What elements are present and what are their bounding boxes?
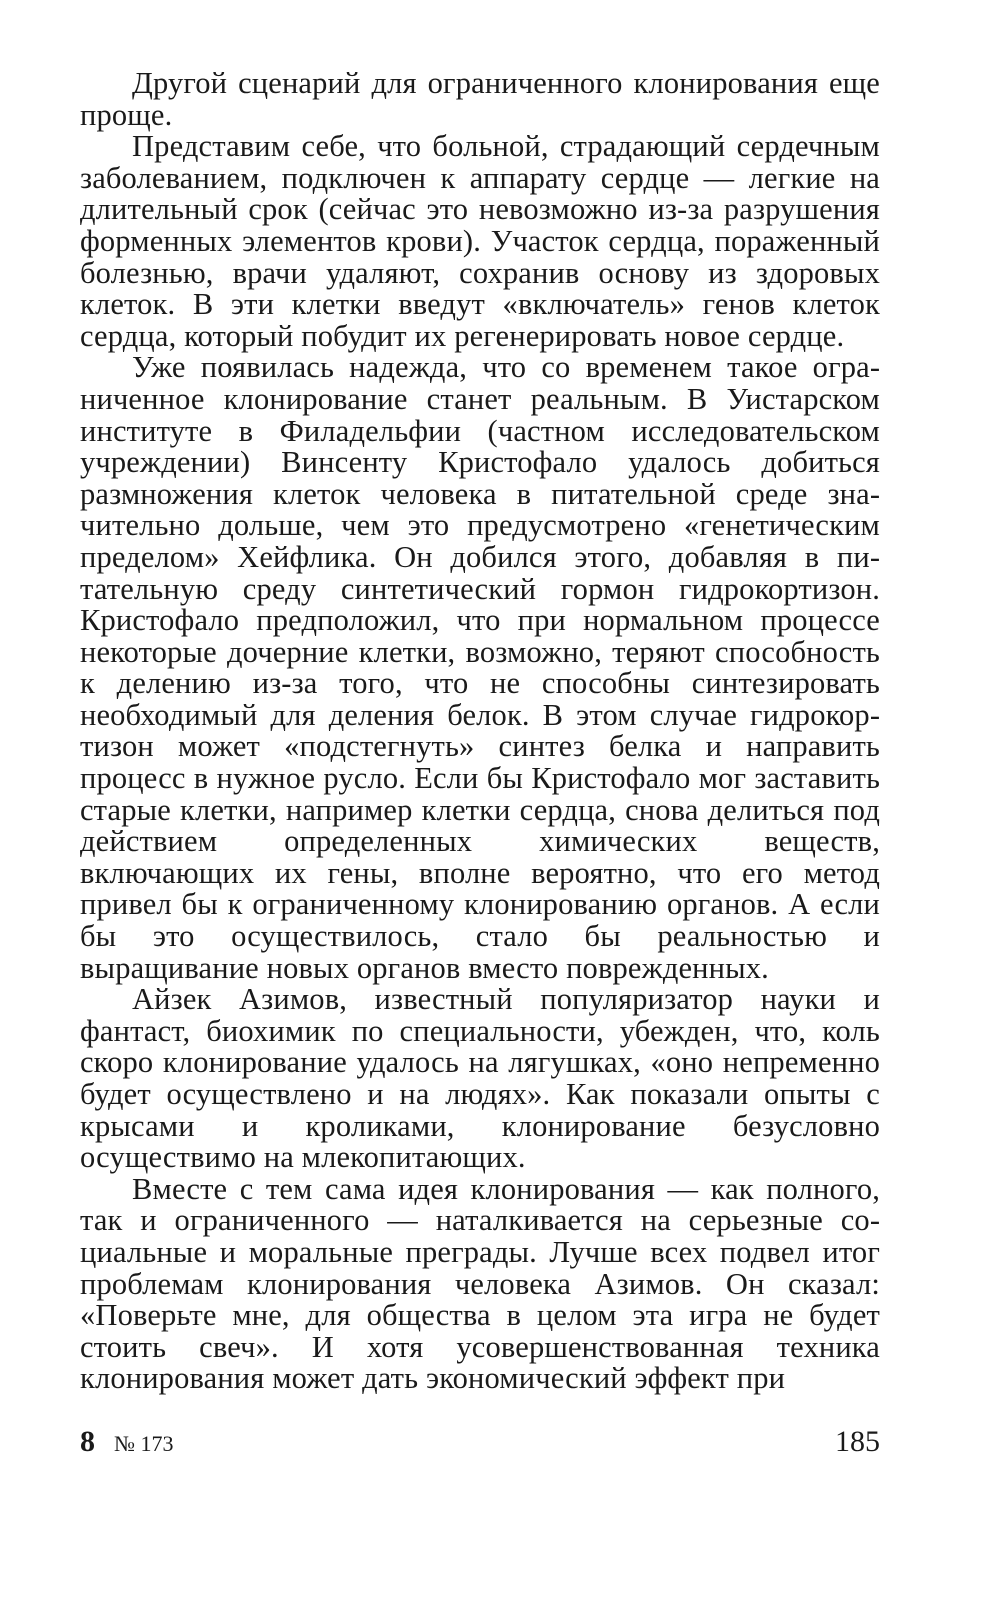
page-number: 185 <box>835 1425 880 1458</box>
signature-number: № 173 <box>114 1431 174 1456</box>
paragraph-5: Вместе с тем сама идея клонирования — как полного, так и ограниченного — наталкивается на серьезные социальные и моральные преграды. Лучше всех подвел итог проблемам клонирования человека Азимов. Он сказал: «Поверьте мне, для общества в целом эта игра не будет стоить свеч». И хотя усовершенствованная техника клонирования может дать экономический эффект при <box>80 1171 880 1396</box>
paragraph-3: Уже появилась надежда, что со временем такое ограниченное клонирование станет реальным. В Уистарском институте в Филадельфии (частном исследовательском учреждении) Винсенту Кристофало удалось добиться размножения клеток человека в питательной среде значительно дольше, чем это предусмотрено «генетическим пределом» Хейфлика. Он добился этого, добавляя в питательную среду синтетический гормон гидрокортизон. Кристофало предположил, что при нормальном процессе некоторые дочерние клетки, возможно, теряют способность к делению из-за того, что не способны синтезировать необходимый для деления белок. В этом случае гидрокортизон может «подстегнуть» синтез белка и направить процесс в нужное русло. Если бы Кристофало мог заставить старые клетки, например клетки сердца, снова делиться под действием определенных химических веществ, включающих их гены, вполне вероятно, что его метод привел бы к ограниченному клонированию органов. А если бы это осуществилось, стало бы реальностью и выращивание новых органов вместо поврежденных. <box>80 350 880 985</box>
paragraph-2: Представим себе, что больной, страдающий сердечным заболеванием, подключен к аппарату сердце — легкие на длительный срок (сейчас это невозможно из-за разрушения форменных элементов крови). Участок сердца, пораженный болезнью, врачи удаляют, сохранив основу из здоровых клеток. В эти клетки введут «включатель» генов клеток сердца, который побудит их регенерировать новое сердце. <box>80 129 880 353</box>
paragraph-1: Другой сценарий для ограниченного клонирования еще проще. <box>80 66 880 132</box>
page-body <box>80 68 880 1395</box>
paragraph-4: Айзек Азимов, известный популяризатор науки и фантаст, биохимик по специальности, убежден, что, коль скоро клонирование удалось на лягушках, «оно непременно будет осуществлено и на людях». Как показали опыты с крысами и кроликами, клонирование безусловно осуществимо на млекопитающих. <box>80 982 880 1175</box>
signature-mark: 8 <box>80 1425 95 1458</box>
page-footer <box>80 1425 880 1465</box>
